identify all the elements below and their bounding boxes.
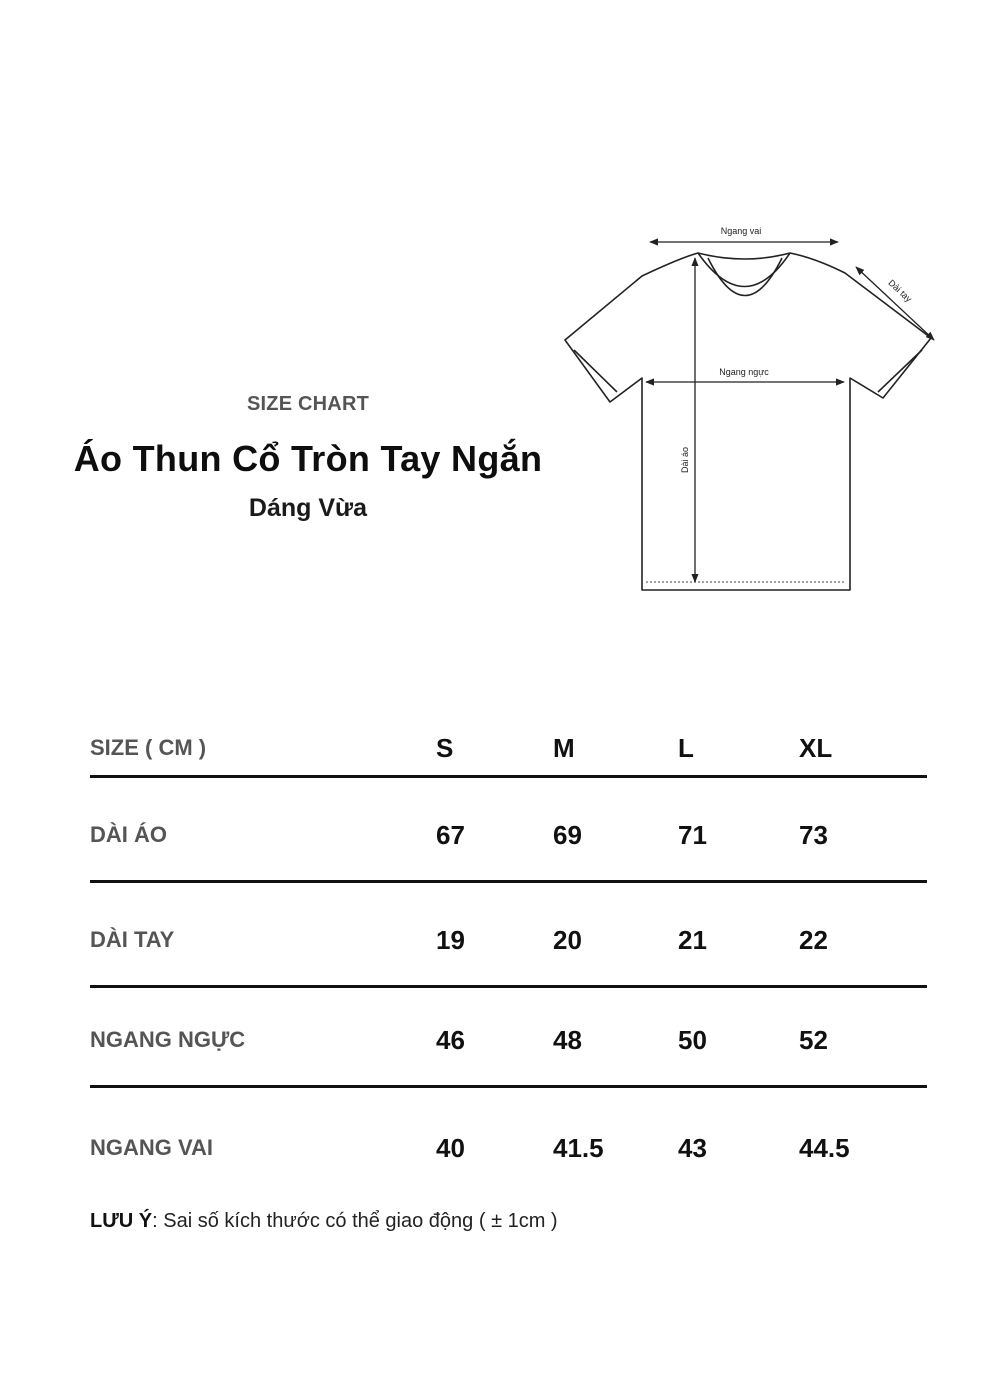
shoulder-label: Ngang vai bbox=[720, 226, 762, 236]
note-text: : Sai số kích thước có thể giao động ( ± 1cm ) bbox=[152, 1210, 558, 1232]
row-label: DÀI ÁO bbox=[90, 822, 167, 847]
value-cell: 40 bbox=[436, 1133, 465, 1163]
row-label: DÀI TAY bbox=[90, 927, 175, 952]
value-cell: 69 bbox=[553, 820, 582, 850]
tolerance-note bbox=[90, 1210, 558, 1233]
value-cell: 43 bbox=[678, 1133, 707, 1163]
value-cell: 20 bbox=[553, 925, 582, 955]
value-cell: 71 bbox=[678, 820, 707, 850]
value-cell: 50 bbox=[678, 1025, 707, 1055]
length-label: Dài áo bbox=[680, 446, 690, 474]
row-label: NGANG VAI bbox=[90, 1135, 214, 1160]
product-title: Áo Thun Cổ Tròn Tay Ngắn bbox=[73, 438, 543, 479]
table-row bbox=[0, 920, 1000, 960]
chest-label: Ngang ngực bbox=[719, 367, 769, 377]
size-unit-label: SIZE ( CM ) bbox=[90, 735, 207, 760]
divider bbox=[90, 1085, 927, 1088]
sleeve-label: Dài tay bbox=[886, 277, 914, 305]
value-cell: 73 bbox=[799, 820, 828, 850]
fit-subtitle: Dáng Vừa bbox=[248, 494, 368, 522]
size-xl: XL bbox=[799, 733, 833, 763]
divider bbox=[90, 775, 927, 778]
value-cell: 48 bbox=[553, 1025, 582, 1055]
table-row bbox=[0, 1128, 1000, 1168]
size-s: S bbox=[436, 733, 454, 763]
value-cell: 21 bbox=[678, 925, 707, 955]
row-label: NGANG NGỰC bbox=[90, 1027, 246, 1052]
table-row bbox=[0, 1020, 1000, 1060]
value-cell: 22 bbox=[799, 925, 828, 955]
size-chart-label: SIZE CHART bbox=[247, 393, 369, 415]
divider bbox=[90, 985, 927, 988]
value-cell: 41.5 bbox=[553, 1133, 604, 1163]
table-row bbox=[0, 815, 1000, 855]
divider bbox=[90, 880, 927, 883]
size-m: M bbox=[553, 733, 575, 763]
value-cell: 67 bbox=[436, 820, 465, 850]
tshirt-outline bbox=[565, 253, 931, 590]
tshirt-diagram bbox=[555, 218, 945, 598]
note-label: LƯU Ý bbox=[90, 1210, 153, 1232]
value-cell: 44.5 bbox=[799, 1133, 850, 1163]
value-cell: 46 bbox=[436, 1025, 465, 1055]
size-l: L bbox=[678, 733, 694, 763]
value-cell: 19 bbox=[436, 925, 465, 955]
table-header-row bbox=[0, 728, 1000, 768]
value-cell: 52 bbox=[799, 1025, 828, 1055]
